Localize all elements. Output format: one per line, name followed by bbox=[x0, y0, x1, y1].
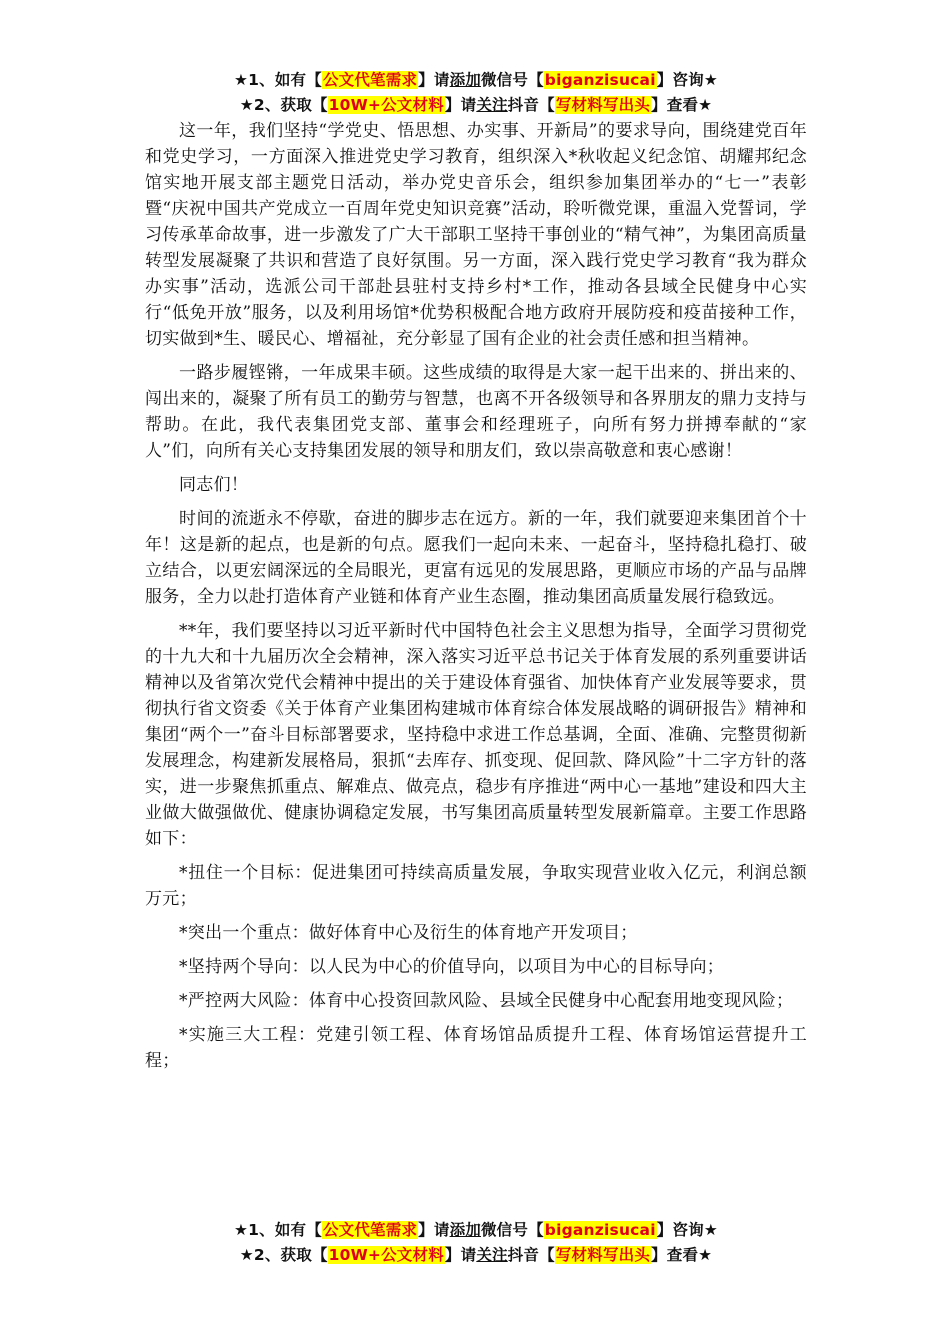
banner-text: 1、如有【 bbox=[248, 1221, 322, 1239]
banner-line-1 bbox=[145, 1218, 807, 1243]
banner-line-2 bbox=[145, 1243, 807, 1268]
star-icon: ★ bbox=[239, 1246, 254, 1264]
banner-text: 】咨询★ bbox=[656, 1221, 718, 1239]
underlined-add: 添加 bbox=[449, 1221, 481, 1239]
highlight-wechat-id: biganzisucai bbox=[544, 71, 656, 89]
banner-text: 微信号【 bbox=[480, 71, 544, 89]
banner-text: 】请 bbox=[444, 1246, 477, 1264]
paragraph: 时间的流逝永不停歇，奋进的脚步志在远方。新的一年，我们就要迎来集团首个十年！这是新的起点，也是新的句点。愿我们一起向未来、一起奋斗，坚持稳扎稳打、破立结合，以更宏阔深远的全局眼光，更富有远见的发展思路，更顺应市场的产品与品牌服务，全力以赴打造体育产业链和体育产业生态圈，推动集团高质量发展行稳致远。 bbox=[145, 509, 807, 607]
highlight-ghostwriting: 公文代笔需求 bbox=[322, 1221, 418, 1239]
paragraph: **年，我们要坚持以习近平新时代中国特色社会主义思想为指导，全面学习贯彻党的十九大和十九届历次全会精神，深入落实习近平总书记关于体育发展的系列重要讲话精神以及省第次党代会精神中提出的关于建设体育强省、加快体育产业发展等要求，贯彻执行省文资委《关于体育产业集团构建城市体育综合体发展战略的调研报告》精神和集团“两个一”奋斗目标部署要求，坚持稳中求进工作总基调，全面、准确、完整贯彻新发展理念，构建新发展格局，狠抓“去库存、抓变现、促回款、降风险”十二字方针的落实，进一步聚焦抓重点、解难点、做亮点，稳步有序推进“两中心一基地”建设和四大主业做大做强做优、健康协调稳定发展，书写集团高质量转型发展新篇章。主要工作思路如下： bbox=[145, 621, 807, 849]
highlight-ghostwriting: 公文代笔需求 bbox=[322, 71, 418, 89]
banner-text: 】请 bbox=[418, 71, 450, 89]
banner-text: 2、获取【 bbox=[253, 96, 328, 114]
list-item: *坚持两个导向：以人民为中心的价值导向，以项目为中心的目标导向； bbox=[179, 957, 725, 977]
star-icon: ★ bbox=[234, 1221, 249, 1239]
list-item: *突出一个重点：做好体育中心及衍生的体育地产开发项目； bbox=[179, 923, 638, 943]
banner-text: 微信号【 bbox=[480, 1221, 544, 1239]
star-icon: ★ bbox=[234, 71, 249, 89]
paragraph: 一路步履铿锵，一年成果丰硕。这些成绩的取得是大家一起干出来的、拼出来的、闯出来的，凝聚了所有员工的勤劳与智慧，也离不开各级领导和各界朋友的鼎力支持与帮助。在此，我代表集团党支部、董事会和经理班子，向所有努力拼搏奉献的“家人”们，向所有关心支持集团发展的领导和朋友们，致以崇高敬意和衷心感谢！ bbox=[145, 363, 807, 461]
underlined-follow: 关注 bbox=[476, 1246, 508, 1264]
banner-text: 】咨询★ bbox=[656, 71, 718, 89]
star-icon: ★ bbox=[239, 96, 254, 114]
highlight-materials: 10W+公文材料 bbox=[328, 1246, 444, 1264]
header-banner bbox=[145, 68, 807, 118]
banner-text: 】查看★ bbox=[651, 1246, 713, 1264]
paragraph: 同志们！ bbox=[179, 475, 249, 495]
highlight-douyin-id: 写材料写出头 bbox=[555, 96, 651, 114]
banner-text: 】查看★ bbox=[651, 96, 713, 114]
banner-text: 抖音【 bbox=[507, 96, 555, 114]
list-item: *扭住一个目标：促进集团可持续高质量发展，争取实现营业收入亿元，利润总额万元； bbox=[145, 863, 807, 909]
document-page bbox=[145, 68, 807, 1082]
underlined-follow: 关注 bbox=[476, 96, 508, 114]
banner-text: 】请 bbox=[418, 1221, 450, 1239]
footer-banner bbox=[145, 1218, 807, 1268]
list-item: *严控两大风险：体育中心投资回款风险、县域全民健身中心配套用地变现风险； bbox=[179, 991, 794, 1011]
banner-text: 】请 bbox=[444, 96, 477, 114]
paragraph: 这一年，我们坚持“学党史、悟思想、办实事、开新局”的要求导向，围绕建党百年和党史学习，一方面深入推进党史学习教育，组织深入*秋收起义纪念馆、胡耀邦纪念馆实地开展支部主题党日活动，举办党史音乐会，组织参加集团举办的“七一”表彰暨“庆祝中国共产党成立一百周年党史知识竞赛”活动，聆听微党课，重温入党誓词，学习传承革命故事，进一步激发了广大干部职工坚持干事创业的“精气神”，为集团高质量转型发展凝聚了共识和营造了良好氛围。另一方面，深入践行党史学习教育“我为群众办实事”活动，选派公司干部赴县驻村支持乡村*工作，推动各县域全民健身中心实行“低免开放”服务，以及利用场馆*优势积极配合地方政府开展防疫和疫苗接种工作，切实做到*生、暖民心、增福祉，充分彰显了国有企业的社会责任感和担当精神。 bbox=[145, 121, 807, 349]
document-body bbox=[145, 118, 807, 1074]
highlight-materials: 10W+公文材料 bbox=[328, 96, 444, 114]
underlined-add: 添加 bbox=[449, 71, 481, 89]
highlight-wechat-id: biganzisucai bbox=[544, 1221, 656, 1239]
banner-line-1 bbox=[145, 68, 807, 93]
list-item: *实施三大工程：党建引领工程、体育场馆品质提升工程、体育场馆运营提升工程； bbox=[145, 1025, 807, 1071]
banner-text: 2、获取【 bbox=[253, 1246, 328, 1264]
banner-line-2 bbox=[145, 93, 807, 118]
highlight-douyin-id: 写材料写出头 bbox=[555, 1246, 651, 1264]
banner-text: 1、如有【 bbox=[248, 71, 322, 89]
banner-text: 抖音【 bbox=[507, 1246, 555, 1264]
